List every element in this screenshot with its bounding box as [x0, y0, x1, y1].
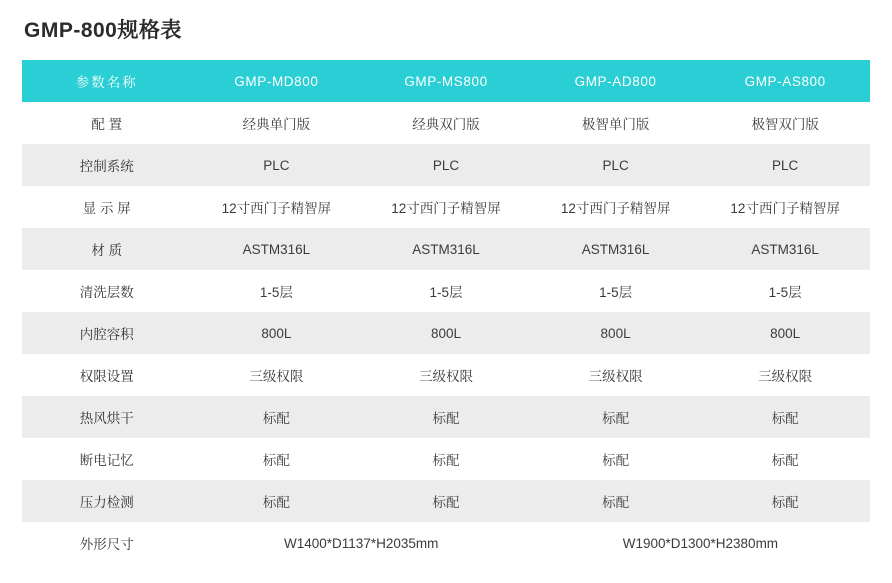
- table-row: [22, 354, 870, 396]
- row-label: 外形尺寸: [22, 522, 192, 564]
- row-value: 12寸西门子精智屏: [700, 186, 870, 228]
- row-value: 800L: [700, 312, 870, 354]
- row-value: 标配: [192, 438, 362, 480]
- table-body: [22, 102, 870, 564]
- row-value: 12寸西门子精智屏: [192, 186, 362, 228]
- row-value: ASTM316L: [531, 228, 701, 270]
- table-header-row: [22, 60, 870, 102]
- row-value: 极智单门版: [531, 102, 701, 144]
- row-value: 经典单门版: [192, 102, 362, 144]
- row-value: 800L: [531, 312, 701, 354]
- table-row: [22, 312, 870, 354]
- row-value: 800L: [192, 312, 362, 354]
- specification-table: [22, 60, 870, 564]
- table-row-dimensions: [22, 522, 870, 564]
- row-label: 压力检测: [22, 480, 192, 522]
- row-value: 800L: [361, 312, 531, 354]
- row-value: ASTM316L: [700, 228, 870, 270]
- row-label: 内腔容积: [22, 312, 192, 354]
- row-value: 标配: [531, 396, 701, 438]
- column-header-gmp-md800: GMP-MD800: [192, 60, 362, 102]
- row-value: 经典双门版: [361, 102, 531, 144]
- row-label: 清洗层数: [22, 270, 192, 312]
- row-value-dimensions-smart: W1900*D1300*H2380mm: [531, 522, 870, 564]
- row-value: 1-5层: [192, 270, 362, 312]
- row-value: 标配: [700, 438, 870, 480]
- row-label: 显 示 屏: [22, 186, 192, 228]
- row-value: 12寸西门子精智屏: [361, 186, 531, 228]
- row-value: 标配: [700, 480, 870, 522]
- row-value: 1-5层: [700, 270, 870, 312]
- row-value: 三级权限: [531, 354, 701, 396]
- row-value: 标配: [531, 480, 701, 522]
- row-value: 标配: [361, 480, 531, 522]
- row-value: PLC: [192, 144, 362, 186]
- row-value-dimensions-classic: W1400*D1137*H2035mm: [192, 522, 531, 564]
- row-value: ASTM316L: [192, 228, 362, 270]
- row-value: 标配: [192, 480, 362, 522]
- table-row: [22, 144, 870, 186]
- column-header-gmp-as800: GMP-AS800: [700, 60, 870, 102]
- table-row: [22, 396, 870, 438]
- table-row: [22, 102, 870, 144]
- row-value: 标配: [361, 396, 531, 438]
- row-label: 材 质: [22, 228, 192, 270]
- row-value: PLC: [700, 144, 870, 186]
- column-header-gmp-ms800: GMP-MS800: [361, 60, 531, 102]
- row-value: 12寸西门子精智屏: [531, 186, 701, 228]
- row-value: 三级权限: [700, 354, 870, 396]
- table-row: [22, 228, 870, 270]
- row-value: PLC: [361, 144, 531, 186]
- row-label: 配 置: [22, 102, 192, 144]
- page-title: GMP-800规格表: [24, 19, 182, 42]
- table-header: [22, 60, 870, 102]
- column-header-gmp-ad800: GMP-AD800: [531, 60, 701, 102]
- table-row: [22, 480, 870, 522]
- row-value: 三级权限: [192, 354, 362, 396]
- row-value: 极智双门版: [700, 102, 870, 144]
- row-value: 标配: [700, 396, 870, 438]
- row-label: 断电记忆: [22, 438, 192, 480]
- row-value: 标配: [531, 438, 701, 480]
- row-value: 标配: [192, 396, 362, 438]
- table-row: [22, 186, 870, 228]
- table-row: [22, 270, 870, 312]
- row-value: 标配: [361, 438, 531, 480]
- row-label: 热风烘干: [22, 396, 192, 438]
- row-label: 权限设置: [22, 354, 192, 396]
- row-value: 1-5层: [531, 270, 701, 312]
- row-value: 1-5层: [361, 270, 531, 312]
- row-value: PLC: [531, 144, 701, 186]
- row-label: 控制系统: [22, 144, 192, 186]
- column-header-parameter: 参数名称: [22, 60, 192, 102]
- row-value: 三级权限: [361, 354, 531, 396]
- row-value: ASTM316L: [361, 228, 531, 270]
- table-row: [22, 438, 870, 480]
